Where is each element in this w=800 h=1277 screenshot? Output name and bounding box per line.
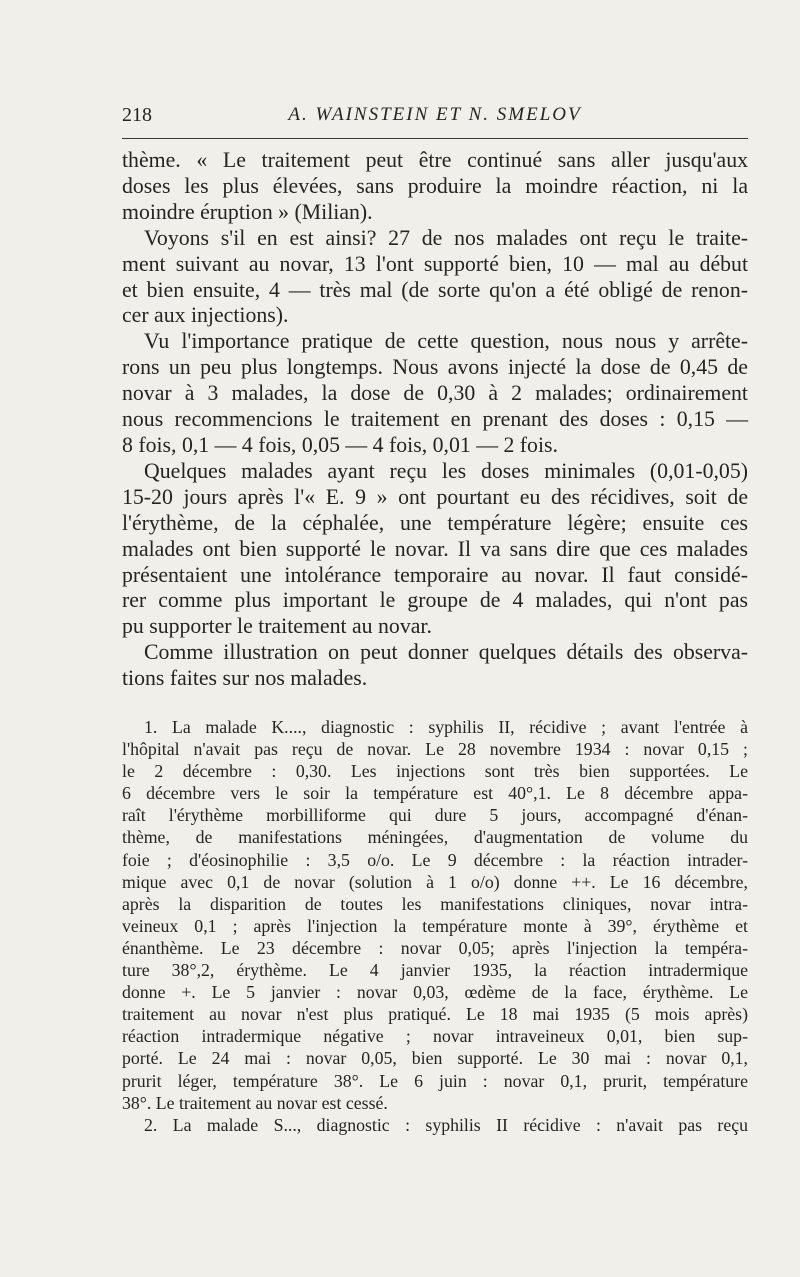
body-line: tions faites sur nos malades.: [122, 666, 368, 691]
note-line: le 2 décembre : 0,30. Les injections sont très bien supportées. Le: [122, 761, 748, 782]
note-line: veineux 0,1 ; après l'injection la température monte à 39°, érythème et: [122, 915, 748, 936]
body-line: et bien ensuite, 4 — très mal (de sorte qu'on a été obligé de renon-: [122, 277, 748, 302]
note-line: porté. Le 24 mai : novar 0,05, bien supporté. Le 30 mai : novar 0,1,: [122, 1048, 748, 1069]
body-line: 15-20 jours après l'« E. 9 » ont pourtant eu des récidives, soit de: [122, 484, 748, 509]
body-line: rons un peu plus longtemps. Nous avons injecté la dose de 0,45 de: [122, 355, 748, 380]
note-line: 6 décembre vers le soir la température est 40°,1. Le 8 décembre appa-: [122, 783, 748, 804]
header-rule: [122, 138, 748, 139]
body-line: Voyons s'il en est ainsi? 27 de nos malades ont reçu le traite-: [144, 225, 748, 250]
page-number: 218: [122, 104, 152, 126]
note-line: énanthème. Le 23 décembre : novar 0,05; après l'injection la tempéra-: [122, 937, 748, 958]
note-line: prurit léger, température 38°. Le 6 juin : novar 0,1, prurit, température: [122, 1070, 748, 1091]
note-line: 1. La malade K...., diagnostic : syphilis II, récidive ; avant l'entrée à: [144, 717, 748, 737]
case-notes: [122, 716, 748, 1136]
body-line: 8 fois, 0,1 — 4 fois, 0,05 — 4 fois, 0,01 — 2 fois.: [122, 432, 558, 457]
body-line: novar à 3 malades, la dose de 0,30 à 2 malades; ordinairement: [122, 381, 748, 406]
body-line: cer aux injections).: [122, 303, 289, 328]
body-line: malades ont bien supporté le novar. Il va sans dire que ces malades: [122, 536, 748, 561]
body-line: Vu l'importance pratique de cette question, nous nous y arrête-: [144, 329, 748, 354]
note-line: 2. La malade S..., diagnostic : syphilis II récidive : n'avait pas reçu: [144, 1114, 748, 1135]
note-line: l'hôpital n'avait pas reçu de novar. Le 28 novembre 1934 : novar 0,15 ;: [122, 739, 748, 760]
running-title: A. WAINSTEIN ET N. SMELOV: [288, 104, 582, 125]
body-line: Quelques malades ayant reçu les doses minimales (0,01-0,05): [144, 458, 748, 483]
body-line: Comme illustration on peut donner quelques détails des observa-: [144, 640, 748, 665]
note-line: traitement au novar n'est plus pratiqué. Le 18 mai 1935 (5 mois après): [122, 1004, 748, 1025]
note-line: raît l'érythème morbilliforme qui dure 5 jours, accompagné d'énan-: [122, 805, 748, 826]
body-line: nous recommencions le traitement en prenant des doses : 0,15 —: [122, 407, 748, 432]
body-text: [122, 148, 748, 692]
note-line: thème, de manifestations méningées, d'augmentation de volume du: [122, 827, 748, 848]
body-line: thème. « Le traitement peut être continué sans aller jusqu'aux: [122, 148, 748, 172]
page-header: [122, 104, 748, 132]
note-line: 38°. Le traitement au novar est cessé.: [122, 1092, 388, 1113]
body-line: moindre éruption » (Milian).: [122, 199, 373, 224]
note-line: après la disparition de toutes les manifestations cliniques, novar intra-: [122, 893, 748, 914]
body-line: ment suivant au novar, 13 l'ont supporté bien, 10 — mal au début: [122, 251, 748, 276]
note-line: réaction intradermique négative ; novar intraveineux 0,01, bien sup-: [122, 1026, 748, 1047]
body-line: doses les plus élevées, sans produire la moindre réaction, ni la: [122, 173, 748, 198]
body-line: présentaient une intolérance temporaire au novar. Il faut considé-: [122, 562, 748, 587]
note-line: foie ; d'éosinophilie : 3,5 o/o. Le 9 décembre : la réaction intrader-: [122, 849, 748, 870]
note-line: ture 38°,2, érythème. Le 4 janvier 1935, la réaction intradermique: [122, 960, 748, 981]
body-line: l'érythème, de la céphalée, une température légère; ensuite ces: [122, 510, 748, 535]
body-line: rer comme plus important le groupe de 4 malades, qui n'ont pas: [122, 588, 748, 613]
note-line: mique avec 0,1 de novar (solution à 1 o/o) donne ++. Le 16 décembre,: [122, 871, 748, 892]
body-line: pu supporter le traitement au novar.: [122, 614, 432, 639]
note-line: donne +. Le 5 janvier : novar 0,03, œdème de la face, érythème. Le: [122, 982, 748, 1003]
